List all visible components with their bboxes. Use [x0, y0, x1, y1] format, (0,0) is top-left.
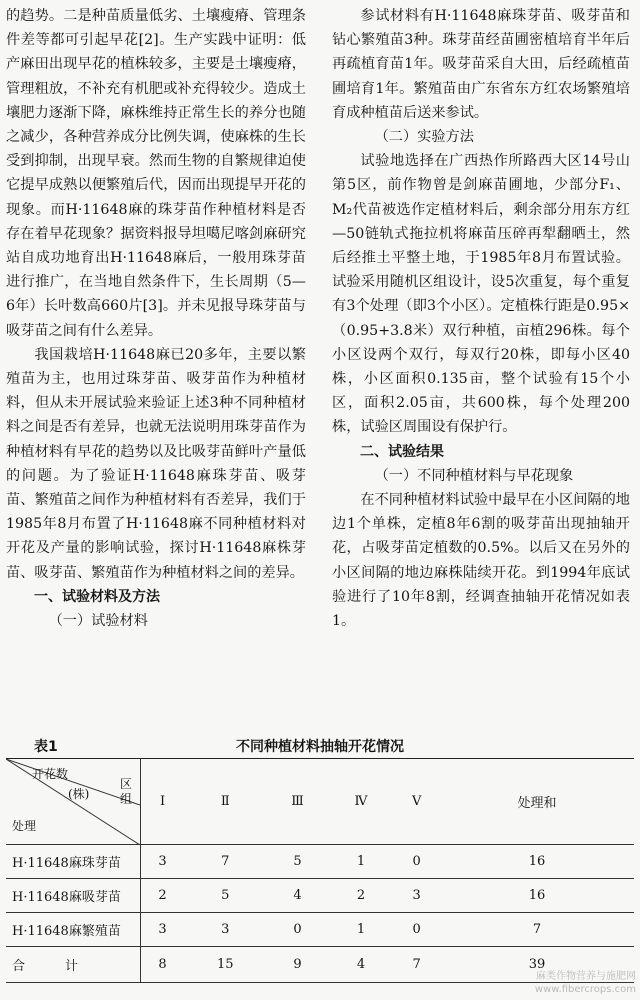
col-header-3: Ⅲ: [266, 759, 328, 845]
col-header-1: Ⅰ: [141, 759, 185, 845]
table-cell: 5: [266, 845, 328, 879]
diag-label-block: 区组: [120, 777, 133, 806]
table-cell: 8: [141, 947, 185, 983]
table-cell: 5: [184, 879, 266, 913]
watermark-line-2: www.fibercrops.com: [534, 984, 636, 995]
table-cell: 0: [266, 913, 328, 947]
row-label: H·11648麻吸芽苗: [6, 879, 141, 913]
table-cell: 3: [141, 845, 185, 879]
total-label: 合计: [6, 947, 141, 983]
table-row: [6, 913, 634, 947]
table-cell: 1: [329, 845, 394, 879]
table-cell: 4: [329, 947, 394, 983]
table-cell: 2: [329, 879, 394, 913]
diag-label-flower-count: 开花数: [32, 767, 69, 781]
table-cell: 3: [184, 913, 266, 947]
table-cell: 16: [440, 845, 634, 879]
watermark-line-1: 麻类作物营养与施肥网: [536, 971, 636, 982]
right-paragraph-methods: 试验地选择在广西热作所路西大区14号山第5区，前作物曾是剑麻苗圃地，少部分F₁、M₂代苗被选作定植材料后，剩余部分用东方红—50链轨式拖拉机将麻苗压碎再犁翻晒土，然后经推土平整土地，于1985年8月布置试验。试验采用随机区组设计，设5次重复，每个重复有3个处理（即3个小区）。定植株行距是0.95×（0.95+3.8米）双行种植，亩植296株。每个小区设两个双行，每双行20株，即每小区40株，小区面积0.135亩，整个试验有15个小区，面积2.05亩，共600株，每个处理200株，试验区周围设有保护行。: [332, 153, 630, 436]
right-paragraph-materials: 参试材料有H·11648麻珠芽苗、吸芽苗和钻心繁殖苗3种。珠芽苗经苗圃密植培育半年后再疏植育苗1年。吸芽苗采自大田，后经疏植苗圃培育1年。繁殖苗由广东省东方红农场繁殖培育成种植苗后送来参试。: [332, 8, 630, 121]
subheading-methods: （二）实验方法: [374, 129, 474, 146]
table-row: [6, 879, 634, 913]
table-header-row: [6, 759, 634, 845]
row-label: H·11648麻珠芽苗: [6, 845, 141, 879]
left-paragraph-2: 我国栽培H·11648麻已20多年，主要以繁殖苗为主，也用过珠芽苗、吸芽苗作为种植材料，但从未开展试验来验证上述3种不同种植材料之间是否有差异，也就无法说明用珠芽苗作为种植材料有早花的趋势以及比吸芽苗鲜叶产量低的问题。为了验证H·11648麻珠芽苗、吸芽苗、繁殖苗之间作为种植材料有否差异，我们于1985年8月布置了H·11648麻不同种植材料对开花及产量的影响试验，探讨H·11648麻株芽苗、吸芽苗、繁殖苗作为种植材料之间的差异。: [6, 346, 306, 581]
flowering-table: [6, 758, 634, 983]
diag-label-unit: (株): [68, 787, 90, 801]
table-cell: 9: [266, 947, 328, 983]
table-cell: 2: [141, 879, 185, 913]
col-header-sum: 处理和: [440, 759, 634, 845]
table-cell: 3: [393, 879, 440, 913]
right-paragraph-results: 在不同种植材料试验中最早在小区间隔的地边1个单株，定植8年6割的吸芽苗出现抽轴开花，占吸芽苗定植数的0.5%。以后又在另外的小区间隔的地边麻株陆续开花。到1994年底试验进行了10年8割，经调查抽轴开花情况如表1。: [332, 492, 630, 630]
table-cell: 7: [184, 845, 266, 879]
diag-label-treatment: 处理: [12, 819, 37, 833]
table-cell: 39: [440, 947, 634, 983]
watermark: [535, 970, 636, 996]
table-cell: 0: [393, 913, 440, 947]
col-header-4: Ⅳ: [329, 759, 394, 845]
section-heading-materials-methods: 一、试验材料及方法: [34, 588, 160, 605]
table-cell: 4: [266, 879, 328, 913]
table-cell: 15: [184, 947, 266, 983]
subheading-materials: （一）试验材料: [48, 613, 148, 630]
table-cell: 16: [440, 879, 634, 913]
table-cell: 3: [141, 913, 185, 947]
table-cell: 1: [329, 913, 394, 947]
table-row: [6, 845, 634, 879]
table-cell: 7: [393, 947, 440, 983]
row-label: H·11648麻繁殖苗: [6, 913, 141, 947]
table-cell: 0: [393, 845, 440, 879]
table-number: 表1: [34, 739, 58, 755]
left-column: [6, 4, 306, 633]
table-diagonal-header: [6, 759, 141, 845]
table-cell: 7: [440, 913, 634, 947]
table-caption: [0, 736, 640, 758]
subheading-flowering: （一）不同种植材料与早花现象: [374, 467, 574, 484]
left-paragraph-1: 的趋势。二是种苗质量低劣、土壤瘦瘠、管理条件差等都可引起早花[2]。生产实践中证明：低产麻田出现早花的植株较多，主要是土壤瘦瘠，管理粗放，不补充有机肥或补充得较少。造成土壤肥力逐渐下降，麻株维持正常生长的养分也随之减少，各种营养成分比例失调，使麻株的生长受到抑制，出现早衰。然而生物的自繁规律迫使它提早成熟以便繁殖后代，因而出现提早开花的现象。而H·11648麻的珠芽苗作种植材料是否存在着早花现象？据资料报导坦噶尼喀剑麻研究站自成功地育出H·11648麻后，一般用珠芽苗进行推广，在当地自然条件下，生长周期（5—6年）长叶数高660片[3]。并未见报导珠芽苗与吸芽苗之间有什么差异。: [6, 8, 306, 339]
col-header-5: Ⅴ: [393, 759, 440, 845]
table-title: 不同种植材料抽轴开花情况: [236, 739, 404, 755]
right-column: [332, 4, 630, 633]
col-header-2: Ⅱ: [184, 759, 266, 845]
section-heading-results: 二、试验结果: [360, 443, 444, 460]
